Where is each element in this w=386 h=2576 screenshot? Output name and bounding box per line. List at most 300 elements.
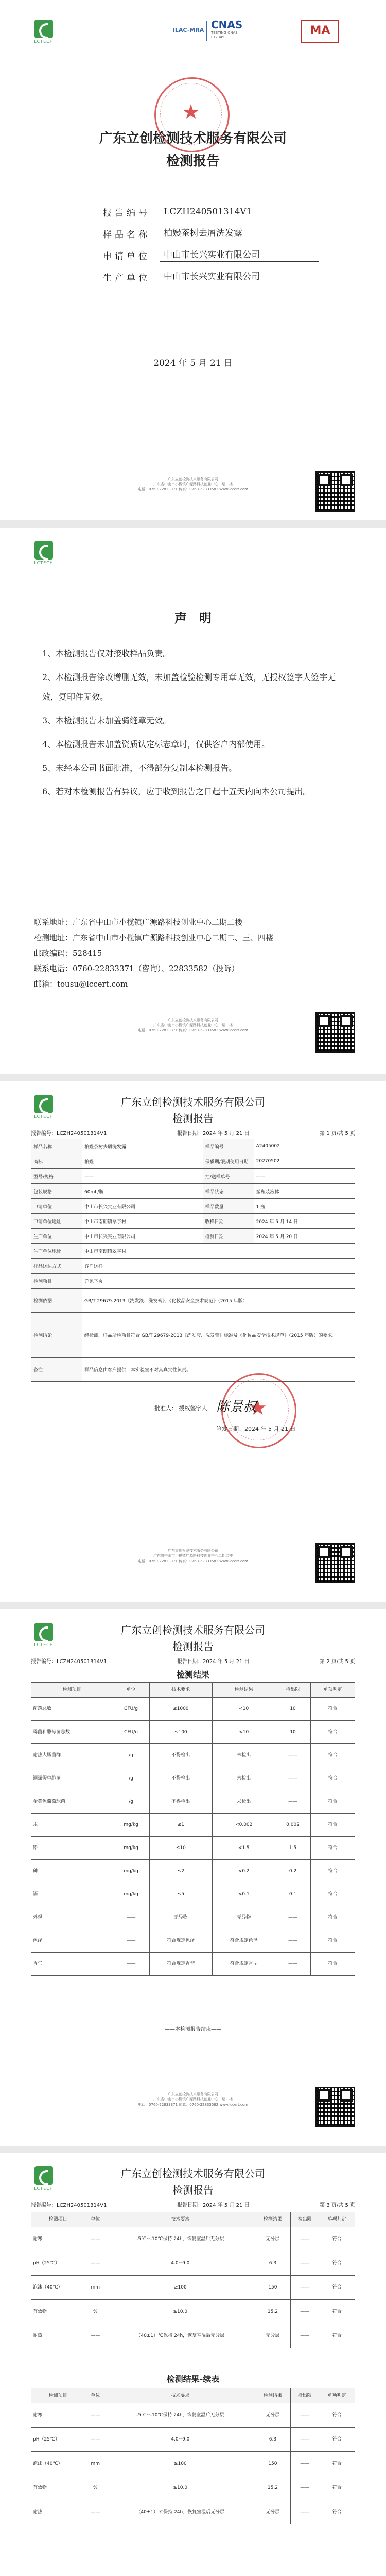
report-end: ——本检测报告结束—— xyxy=(165,2027,221,2032)
page-footer: 广东立创检测技术服务有限公司 广东省中山市小榄镇广源路科技创业中心二期二楼 电话：0760-22833371 传真：0760-22833582 www.lccert.com xyxy=(138,1018,248,1032)
report-info-table xyxy=(31,1139,355,1382)
table-row xyxy=(31,2227,355,2251)
info-value: 2024 年 5 月 14 日 xyxy=(254,1214,355,1229)
result-cell: 6.3 xyxy=(255,2428,291,2452)
table-row xyxy=(31,1860,355,1883)
ilac-badge: ILAC-MRA xyxy=(170,21,207,41)
table-row xyxy=(31,1274,355,1289)
company-logo: LCTECH xyxy=(31,1095,57,1119)
result-cell: 耐热 xyxy=(31,2500,85,2524)
table-row xyxy=(31,2300,355,2324)
result-cell: 无分层 xyxy=(255,2227,291,2251)
cnas-text: CNAS xyxy=(211,19,243,31)
results-title: 检测结果 xyxy=(176,1670,209,1680)
result-cell: /g xyxy=(113,1744,149,1767)
table-row xyxy=(31,1883,355,1906)
lctech-logo-icon xyxy=(34,20,53,38)
info-label: 抽/送样单号 xyxy=(203,1169,254,1184)
result-cell: % xyxy=(85,2476,106,2500)
result-cell: 10 xyxy=(275,1721,310,1744)
result-cell: 15.2 xyxy=(255,2300,291,2324)
table-row xyxy=(31,1906,355,1929)
result-cell: 泡沫（40℃） xyxy=(31,2276,85,2300)
report-type-title: 检测报告 xyxy=(166,154,220,169)
report-meta: 报告编号：LCZH240501314V1 报告日期：2024 年 5 月 21 日 第 1 页/共 5 页 xyxy=(31,1131,355,1137)
result-cell: 4.0~9.0 xyxy=(106,2251,255,2276)
result-cell: mg/kg xyxy=(113,1860,149,1883)
result-cell: 符合 xyxy=(319,2500,355,2524)
result-cell: CFU/g xyxy=(113,1721,149,1744)
result-cell: 符合 xyxy=(319,2300,355,2324)
result-cell: 无分层 xyxy=(255,2500,291,2524)
result-cell: 香气 xyxy=(31,1953,113,1976)
result-cell: —— xyxy=(275,1744,310,1767)
table-row xyxy=(31,1767,355,1790)
result-cell: —— xyxy=(85,2324,106,2348)
report-company: 广东立创检测技术服务有限公司 xyxy=(121,1096,265,1108)
result-cell: pH（25℃） xyxy=(31,2251,85,2276)
info-label: 样品名称 xyxy=(31,1139,82,1154)
result-cell: <1.5 xyxy=(213,1837,275,1860)
result-cell: <0.2 xyxy=(213,1860,275,1883)
contact-line: 邮箱：tousu@lccert.com xyxy=(34,979,128,989)
info-value: A2405002 xyxy=(254,1139,355,1154)
info-value: 详见下页 xyxy=(82,1274,355,1289)
table-row xyxy=(31,2500,355,2524)
report-title: 检测报告 xyxy=(172,2184,214,2196)
result-cell: 符合 xyxy=(310,1837,355,1860)
result-cell: —— xyxy=(291,2324,319,2348)
info-label: 型号/规格 xyxy=(31,1169,82,1184)
page-divider xyxy=(0,1602,386,1609)
table-row xyxy=(31,1744,355,1767)
lctech-logo-icon xyxy=(34,541,53,560)
info-value: 样品信息由客户提供，本实验室不对其真实性负责。 xyxy=(82,1358,355,1382)
result-cell: 符合 xyxy=(310,1721,355,1744)
info-label: 样品编号 xyxy=(203,1139,254,1154)
info-label: 生产单位 xyxy=(31,1229,82,1244)
result-cell: 泡沫（40℃） xyxy=(31,2452,85,2476)
results-cont-title: 检测结果-续表 xyxy=(166,2374,220,2384)
result-cell: 铜绿假单胞菌 xyxy=(31,1767,113,1790)
result-cell: ≤1000 xyxy=(149,1698,212,1721)
result-cell: 耐寒 xyxy=(31,2227,85,2251)
column-header: 单位 xyxy=(85,2212,106,2227)
column-header: 单项判定 xyxy=(319,2388,355,2403)
table-row xyxy=(31,2251,355,2276)
result-cell: （40±1）℃保持 24h，恢复室温后无分层 xyxy=(106,2324,255,2348)
result-cell: 有效物 xyxy=(31,2476,85,2500)
info-label: 检测项目 xyxy=(31,1274,82,1289)
report-meta: 报告编号：LCZH240501314V1 报告日期：2024 年 5 月 21 日 第 3 页/共 5 页 xyxy=(31,2202,355,2208)
result-cell: mm xyxy=(85,2276,106,2300)
column-header: 单位 xyxy=(113,1683,149,1698)
cnas-sub: TESTING CNAS L12345 xyxy=(211,31,238,39)
result-cell: —— xyxy=(291,2251,319,2276)
page-footer: 广东立创检测技术服务有限公司 广东省中山市小榄镇广源路科技创业中心二期二楼 电话：0760-22833371 传真：0760-22833582 www.lccert.com xyxy=(138,1549,248,1563)
results-table-cont xyxy=(31,2212,355,2348)
page-footer: 广东立创检测技术服务有限公司 广东省中山市小榄镇广源路科技创业中心二期二楼 电话：0760-22833371 传真：0760-22833582 www.lccert.com xyxy=(138,477,248,492)
table-row xyxy=(31,1313,355,1358)
result-cell: 未检出 xyxy=(213,1767,275,1790)
statement-item: 4、本检测报告未加盖资质认定标志章时，仅供客户内部使用。 xyxy=(42,739,270,749)
column-header: 检出限 xyxy=(291,2212,319,2227)
table-row xyxy=(31,1184,355,1199)
result-cell: 符合 xyxy=(310,1744,355,1767)
result-cell: 无分层 xyxy=(255,2324,291,2348)
result-cell: 符合 xyxy=(310,1767,355,1790)
info-value: 中山市长兴实业有限公司 xyxy=(82,1229,203,1244)
cover-fields xyxy=(103,202,319,289)
result-cell: 符合 xyxy=(310,1860,355,1883)
table-row xyxy=(31,1154,355,1169)
column-header: 检测结果 xyxy=(213,1683,275,1698)
column-header: 技术要求 xyxy=(106,2388,255,2403)
result-cell: ≤5 xyxy=(149,1883,212,1906)
result-cell: —— xyxy=(291,2227,319,2251)
result-cell: mm xyxy=(85,2452,106,2476)
info-label: 样品状态 xyxy=(203,1184,254,1199)
result-cell: 符合规定香型 xyxy=(149,1953,212,1976)
company-logo: LCTECH xyxy=(31,1623,57,1647)
result-cell: 符合 xyxy=(310,1790,355,1814)
result-cell: -5℃~-10℃保持 24h，恢复室温后无分层 xyxy=(106,2227,255,2251)
info-value: 中山市南朗镇翠亨村 xyxy=(82,1214,203,1229)
result-cell: mg/kg xyxy=(113,1814,149,1837)
result-cell: 耐热大肠菌群 xyxy=(31,1744,113,1767)
result-cell: 无分层 xyxy=(255,2403,291,2428)
result-cell: 150 xyxy=(255,2452,291,2476)
info-label: 备注 xyxy=(31,1358,82,1382)
result-cell: 符合 xyxy=(319,2251,355,2276)
result-cell: 符合 xyxy=(319,2428,355,2452)
statement-page xyxy=(0,531,386,1072)
result-cell: 菌落总数 xyxy=(31,1698,113,1721)
qr-code-icon xyxy=(315,2087,355,2127)
logo-text: LCTECH xyxy=(34,39,54,44)
table-row xyxy=(31,1814,355,1837)
info-value: 塑瓶装液体 xyxy=(254,1184,355,1199)
result-cell: 色泽 xyxy=(31,1929,113,1953)
info-value: —— xyxy=(254,1169,355,1184)
table-row xyxy=(31,2476,355,2500)
result-cell: ≤10 xyxy=(149,1837,212,1860)
company-title: 广东立创检测技术服务有限公司 xyxy=(99,131,287,146)
result-cell: 符合规定色泽 xyxy=(149,1929,212,1953)
info-label: 生产单位地址 xyxy=(31,1244,82,1259)
result-cell: 霉菌和酵母菌总数 xyxy=(31,1721,113,1744)
result-cell: 符合 xyxy=(310,1953,355,1976)
report-title: 检测报告 xyxy=(172,1640,214,1653)
page-divider xyxy=(0,1074,386,1081)
result-cell: （40±1）℃保持 24h，恢复室温后无分层 xyxy=(106,2500,255,2524)
result-cell: —— xyxy=(85,2500,106,2524)
table-row xyxy=(31,1929,355,1953)
result-cell: 符合 xyxy=(310,1698,355,1721)
result-cell: 不得检出 xyxy=(149,1767,212,1790)
result-cell: 0.1 xyxy=(275,1883,310,1906)
table-row xyxy=(31,1721,355,1744)
result-cell: 耐热 xyxy=(31,2324,85,2348)
info-label: 收样日期 xyxy=(203,1214,254,1229)
cover-field: 生产单位 中山市长兴实业有限公司 xyxy=(103,267,319,283)
info-value: 中山市长兴实业有限公司 xyxy=(82,1199,203,1214)
table-row xyxy=(31,1259,355,1274)
result-cell: ≥10.0 xyxy=(106,2476,255,2500)
cover-field: 申请单位 中山市长兴实业有限公司 xyxy=(103,245,319,262)
column-header: 检出限 xyxy=(291,2388,319,2403)
result-cell: 有效物 xyxy=(31,2300,85,2324)
result-cell: —— xyxy=(85,2403,106,2428)
info-label: 包装规格 xyxy=(31,1184,82,1199)
result-cell: ≤1 xyxy=(149,1814,212,1837)
page-divider xyxy=(0,2146,386,2153)
result-cell: 符合 xyxy=(310,1814,355,1837)
cnas-badge xyxy=(211,19,252,41)
result-cell: —— xyxy=(291,2403,319,2428)
results-table xyxy=(31,1682,355,1976)
approval-block: 批准人： 授权签字人 xyxy=(154,1405,207,1412)
result-cell: —— xyxy=(85,2251,106,2276)
result-cell: <10 xyxy=(213,1721,275,1744)
result-cell: 符合 xyxy=(319,2476,355,2500)
result-cell: 金黄色葡萄球菌 xyxy=(31,1790,113,1814)
column-header: 技术要求 xyxy=(149,1683,212,1698)
report-info-page xyxy=(0,1084,386,1600)
result-cell: mg/kg xyxy=(113,1837,149,1860)
column-header: 检测项目 xyxy=(31,1683,113,1698)
result-cell: 符合 xyxy=(319,2452,355,2476)
results-cont-page xyxy=(0,2156,386,2576)
result-cell: —— xyxy=(275,1767,310,1790)
info-value: 60mL/瓶 xyxy=(82,1184,203,1199)
table-header-row xyxy=(31,1683,355,1698)
table-row xyxy=(31,1229,355,1244)
cover-field: 样品名称 柏嫚茶树去屑洗发露 xyxy=(103,224,319,240)
info-value: 客户送样 xyxy=(82,1259,355,1274)
column-header: 单位 xyxy=(85,2388,106,2403)
table-row xyxy=(31,1953,355,1976)
company-logo: LCTECH xyxy=(31,2166,57,2191)
info-value: —— xyxy=(82,1169,203,1184)
result-cell: 符合 xyxy=(319,2324,355,2348)
result-cell: -5℃~-10℃保持 24h，恢复室温后无分层 xyxy=(106,2403,255,2428)
results-table-cont-2 xyxy=(31,2388,355,2524)
table-row xyxy=(31,2452,355,2476)
result-cell: CFU/g xyxy=(113,1698,149,1721)
result-cell: ≤2 xyxy=(149,1860,212,1883)
info-label: 检测日期 xyxy=(203,1229,254,1244)
result-cell: —— xyxy=(85,2428,106,2452)
table-row xyxy=(31,1214,355,1229)
statement-title: 声 明 xyxy=(174,611,212,625)
info-value: 柏嫚茶树去屑洗发露 xyxy=(82,1139,203,1154)
result-cell: /g xyxy=(113,1790,149,1814)
result-cell: 铅 xyxy=(31,1837,113,1860)
cover-date: 2024 年 5 月 21 日 xyxy=(153,358,233,368)
table-row xyxy=(31,1199,355,1214)
result-cell: —— xyxy=(291,2452,319,2476)
result-cell: 无异物 xyxy=(149,1906,212,1929)
info-value: 1 瓶 xyxy=(254,1199,355,1214)
cover-page xyxy=(0,0,386,515)
result-cell: 0.2 xyxy=(275,1860,310,1883)
column-header: 单项判定 xyxy=(319,2212,355,2227)
info-label: 商标 xyxy=(31,1154,82,1169)
result-cell: 符合规定色泽 xyxy=(213,1929,275,1953)
result-cell: —— xyxy=(291,2476,319,2500)
result-cell: 150 xyxy=(255,2276,291,2300)
qr-code-icon xyxy=(315,1543,355,1583)
result-cell: ≥100 xyxy=(106,2452,255,2476)
table-row xyxy=(31,1790,355,1814)
result-cell: 0.002 xyxy=(275,1814,310,1837)
result-cell: <0.002 xyxy=(213,1814,275,1837)
result-cell: 符合 xyxy=(319,2227,355,2251)
result-cell: mg/kg xyxy=(113,1883,149,1906)
result-cell: <0.1 xyxy=(213,1883,275,1906)
result-cell: 砷 xyxy=(31,1860,113,1883)
table-row xyxy=(31,1289,355,1313)
ma-badge: MA xyxy=(301,20,339,43)
cover-field: 报告编号 LCZH240501314V1 xyxy=(103,202,319,218)
column-header: 单项判定 xyxy=(310,1683,355,1698)
result-cell: 4.0~9.0 xyxy=(106,2428,255,2452)
company-logo xyxy=(31,20,57,44)
result-cell: —— xyxy=(275,1906,310,1929)
report-company: 广东立创检测技术服务有限公司 xyxy=(121,1624,265,1636)
result-cell: ≤100 xyxy=(149,1721,212,1744)
result-cell: 符合 xyxy=(319,2276,355,2300)
info-value: 柏嫚 xyxy=(82,1154,203,1169)
result-cell: —— xyxy=(113,1953,149,1976)
column-header: 检测项目 xyxy=(31,2212,85,2227)
table-row xyxy=(31,1169,355,1184)
result-cell: —— xyxy=(85,2227,106,2251)
result-cell: —— xyxy=(275,1929,310,1953)
result-cell: 符合 xyxy=(310,1906,355,1929)
result-cell: 未检出 xyxy=(213,1744,275,1767)
info-label: 检测结论 xyxy=(31,1313,82,1358)
result-cell: —— xyxy=(291,2428,319,2452)
info-value: 经检测，样品所检项目符合 GB/T 29679-2013《洗发液、洗发膏》标准及《化妆品安全技术规范》（2015 年版）的要求。 xyxy=(82,1313,355,1358)
qr-code-icon xyxy=(315,471,355,512)
column-header: 检测结果 xyxy=(255,2388,291,2403)
result-cell: 6.3 xyxy=(255,2251,291,2276)
info-value: 中山市南朗镇翠亨村 xyxy=(82,1244,355,1259)
table-row xyxy=(31,1139,355,1154)
page-divider xyxy=(0,520,386,528)
contact-line: 联系地址：广东省中山市小榄镇广源路科技创业中心二期二楼 xyxy=(34,918,243,927)
statement-item: 5、未经本公司书面批准，不得部分复制本检测报告。 xyxy=(42,763,237,773)
result-cell: pH（25℃） xyxy=(31,2428,85,2452)
report-title: 检测报告 xyxy=(172,1112,214,1125)
result-cell: /g xyxy=(113,1767,149,1790)
result-cell: 符合规定香型 xyxy=(213,1953,275,1976)
result-cell: 镉 xyxy=(31,1883,113,1906)
result-cell: 1.5 xyxy=(275,1837,310,1860)
result-cell: —— xyxy=(275,1953,310,1976)
result-cell: 未检出 xyxy=(213,1790,275,1814)
report-company: 广东立创检测技术服务有限公司 xyxy=(121,2167,265,2180)
result-cell: 耐寒 xyxy=(31,2403,85,2428)
table-row xyxy=(31,2324,355,2348)
signature: 陈景叔 xyxy=(216,1399,257,1415)
results-page xyxy=(0,1613,386,2143)
contact-line: 邮政编码：528415 xyxy=(34,948,102,958)
table-row xyxy=(31,1698,355,1721)
seal-star-icon: ★ xyxy=(182,100,200,124)
result-cell: 15.2 xyxy=(255,2476,291,2500)
table-row xyxy=(31,2403,355,2428)
page-footer: 广东立创检测技术服务有限公司 广东省中山市小榄镇广源路科技创业中心二期二楼 电话：0760-22833371 传真：0760-22833582 www.lccert.com xyxy=(138,2092,248,2107)
result-cell: 不得检出 xyxy=(149,1744,212,1767)
result-cell: —— xyxy=(275,1790,310,1814)
result-cell: ≥100 xyxy=(106,2276,255,2300)
company-logo: LCTECH xyxy=(31,541,57,565)
info-label: 样品数量 xyxy=(203,1199,254,1214)
info-label: 申请单位 xyxy=(31,1199,82,1214)
statement-list xyxy=(42,644,351,806)
result-cell: % xyxy=(85,2300,106,2324)
contact-info xyxy=(34,914,353,992)
result-cell: 符合 xyxy=(310,1929,355,1953)
info-value: 2024 年 5 月 20 日 xyxy=(254,1229,355,1244)
contact-line: 检测地址：广东省中山市小榄镇广源路科技创业中心二期二、三、四楼 xyxy=(34,933,274,942)
table-row xyxy=(31,1358,355,1382)
result-cell: —— xyxy=(113,1906,149,1929)
report-meta: 报告编号：LCZH240501314V1 报告日期：2024 年 5 月 21 日 第 2 页/共 5 页 xyxy=(31,1659,355,1665)
table-row xyxy=(31,2276,355,2300)
contact-line: 联系电话：0760-22833371（咨询）、22833582（投诉） xyxy=(34,964,239,973)
qr-code-icon xyxy=(315,1012,355,1053)
result-cell: 汞 xyxy=(31,1814,113,1837)
column-header: 检出限 xyxy=(275,1683,310,1698)
seal-star-icon: ★ xyxy=(249,1396,267,1420)
info-label: 样品送达方式 xyxy=(31,1259,82,1274)
result-cell: —— xyxy=(113,1929,149,1953)
info-value: GB/T 29679-2013《洗发液、洗发膏》、《化妆品安全技术规范》（2015 年版） xyxy=(82,1289,355,1313)
column-header: 技术要求 xyxy=(106,2212,255,2227)
info-label: 保质期/限期使用日期 xyxy=(203,1154,254,1169)
info-value: 20270502 xyxy=(254,1154,355,1169)
result-cell: 无异物 xyxy=(213,1906,275,1929)
table-header-row xyxy=(31,2212,355,2227)
column-header: 检测项目 xyxy=(31,2388,85,2403)
result-cell: 10 xyxy=(275,1698,310,1721)
table-row xyxy=(31,1244,355,1259)
result-cell: <10 xyxy=(213,1698,275,1721)
table-row xyxy=(31,1837,355,1860)
result-cell: ≥10.0 xyxy=(106,2300,255,2324)
result-cell: —— xyxy=(291,2276,319,2300)
statement-item: 3、本检测报告未加盖骑缝章无效。 xyxy=(42,716,171,725)
table-header-row xyxy=(31,2388,355,2403)
statement-item: 1、本检测报告仅对接收样品负责。 xyxy=(42,649,171,658)
result-cell: —— xyxy=(291,2500,319,2524)
result-cell: 符合 xyxy=(310,1883,355,1906)
result-cell: —— xyxy=(291,2300,319,2324)
result-cell: 不得检出 xyxy=(149,1790,212,1814)
table-row xyxy=(31,2428,355,2452)
statement-item: 2、本检测报告涂改增删无效，未加盖检验检测专用章无效，无授权签字人签字无效，复印件无效。 xyxy=(42,672,336,702)
info-label: 申请单位地址 xyxy=(31,1214,82,1229)
result-cell: 外观 xyxy=(31,1906,113,1929)
statement-item: 6、若对本检测报告有异议，应于收到报告之日起十五天内向本公司提出。 xyxy=(42,787,311,796)
column-header: 检测结果 xyxy=(255,2212,291,2227)
sign-date: 签发日期：2024 年 5 月 21 日 xyxy=(216,1426,296,1432)
result-cell: 符合 xyxy=(319,2403,355,2428)
